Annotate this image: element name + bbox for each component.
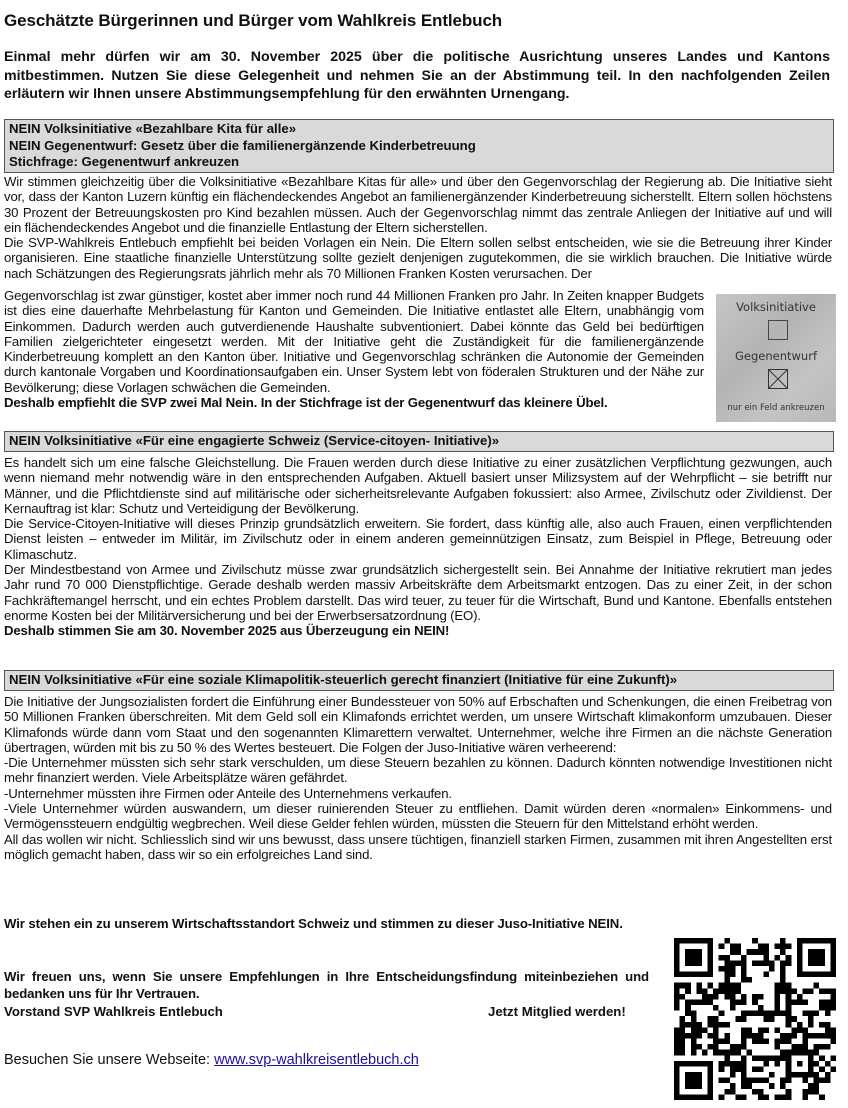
section2-header [4,431,834,452]
section1-paragraph: Gegenvorschlag ist zwar günstiger, kostet aber immer noch rund 44 Millionen Franken pro Jahr. In Zeiten knapper Budgets ist dies eine dauerhafte Mehrbelastung für Kanton und Gemeinden. Die Initiative entlastet alle Eltern, unabhängig vom Einkommen. Dadurch werden auch gutverdienende Haushalte subventioniert. Dabei könnte das Geld bei bedürftigen Familien zielgerichteter eingesetzt werden. Mit der Initiative geht die Zuständigkeit für die familienergänzende Kinderbetreuung komplett an den Kanton über. Initiative und Gegenvorschlag schränken die Autonomie der Gemeinden durch kantonale Vorgaben und Koordinationsaufgaben ein. Unser System lebt von föderalen Strukturen und der Nähe zur Bevölkerung; diese Vorlagen schwächen die Gemeinden. [4,288,704,395]
section1-paragraph: Wir stimmen gleichzeitig über die Volksinitiative «Bezahlbare Kitas für alle» und über den Gegenvorschlag der Regierung ab. Die Initiative sieht vor, dass der Kanton Luzern künftig ein flächendeckendes Angebot an familienergänzender Kinderbetreuung sicherstellt. Eltern sollen höchstens 30 Prozent der Betreuungskosten pro Kind bezahlen müssen. Auch der Gegenvorschlag nimmt das zentrale Anliegen der Initiative auf und will ein flächendeckendes Angebot und die finanzielle Entlastung der Eltern sicherstellen. [4,174,832,235]
section1-header-line: Stichfrage: Gegenentwurf ankreuzen [9,154,240,169]
section2-body [4,455,832,639]
intro-text: Einmal mehr dürfen wir am 30. November 2025 über die politische Ausrichtung unseres Landes und Kantons mitbestimmen. Nutzen Sie diese Gelegenheit und nehmen Sie an der Abstimmung teil. In den nachfolgenden Zeilen erläutern wir Ihnen unsere Abstimmungsempfehlung für den erwähnten Urnengang. [4,49,830,102]
section2-paragraph: Die Service-Citoyen-Initiative will dieses Prinzip grundsätzlich erweitern. Sie fordert, dass künftig alle, also auch Frauen, einen verpflichtenden Dienst leisten – entweder im Militär, im Zivilschutz oder in einem anderen gemeinnützigen Einsatz, zum Beispiel in Pflege, Betreuung oder Klimaschutz. [4,516,832,562]
section1-body [4,174,832,281]
ballot-label-counter: Gegenentwurf [735,349,817,363]
section3-body [4,694,832,862]
section3-conclusion: Wir stehen ein zu unserem Wirtschaftsstandort Schweiz und stimmen zu dieser Juso-Initiative NEIN. [4,916,623,931]
section1-paragraph: Die SVP-Wahlkreis Entlebuch empfiehlt bei beiden Vorlagen ein Nein. Die Eltern sollen selbst entscheiden, wie sie die Betreuung ihrer Kinder organisieren. Eine staatliche finanzielle Unterstützung sollte gezielt denjenigen zugutekommen, die sie wirklich brauchen. Die Initiative würde nach Schätzungen des Regierungsrats jährlich mehr als 70 Millionen Franken Kosten verursachen. Der [4,235,832,281]
signature: Vorstand SVP Wahlkreis Entlebuch [4,1004,223,1019]
section1-header [4,119,834,173]
section3-paragraph: -Unternehmer müssten ihre Firmen oder Anteile des Unternehmens verkaufen. [4,785,452,801]
page-title: Geschätzte Bürgerinnen und Bürger vom Wahlkreis Entlebuch [4,11,503,30]
ballot-note: nur ein Feld ankreuzen [727,403,825,413]
section3-paragraph: All das wollen wir nicht. Schliesslich sind wir uns bewusst, dass unsere tüchtigen, finanziell starken Firmen, zusammen mit ihren Angestellten erst möglich gemacht haben, dass wir so ein erfolgreiches Land sind. [4,831,832,862]
section3-header-line: NEIN Volksinitiative «Für eine soziale Klimapolitik-steuerlich gerecht finanziert (Initiative für eine Zukunft)» [9,672,678,687]
section3-paragraph: -Die Unternehmer müssten sich sehr stark verschulden, um diese Steuern bezahlen zu können. Dadurch könnten notwendige Investitionen nicht mehr finanziert werden. Viele Arbeitsplätze wären gefährdet. [4,755,832,786]
ballot-image [716,294,836,422]
section2-paragraph: Der Mindestbestand von Armee und Zivilschutz müsse zwar grundsätzlich sichergestellt sein. Bei Annahme der Initiative rekrutiert man jedes Jahr rund 70 000 Dienstpflichtige. Gerade deshalb werden massiv Arbeitskräfte dem Arbeitsmarkt entzogen. Das zu einer Zeit, in der schon Fachkräftemangel herrscht, und ein echtes Problem darstellt. Das wird teuer, zu teuer für die Wirtschaft, Bund und Kantone. Ebenfalls entstehen enorme Kosten bei der Militärversicherung und bei der Erwerbsersatzordnung (EO). [4,562,832,623]
thanks-text: Wir freuen uns, wenn Sie unsere Empfehlungen in Ihre Entscheidungsfindung miteinbeziehen und bedanken uns für Ihr Vertrauen. [4,969,649,1001]
section2-conclusion: Deshalb stimmen Sie am 30. November 2025 aus Überzeugung ein NEIN! [4,623,450,639]
website-line [4,1052,419,1068]
section1-body-wrapped [4,288,704,410]
website-link[interactable]: www.svp-wahlkreisentlebuch.ch [214,1052,419,1068]
section3-paragraph: -Viele Unternehmer würden auswandern, um dieser ruinierenden Steuer zu entfliehen. Damit würden deren «normalen» Einkommens- und Vermögenssteuern endgültig wegbrechen. Weil diese Gelder fehlen würden, müssten die Steuern für den Mittelstand erhöht werden. [4,801,832,832]
crossed-checkbox-icon [768,369,788,389]
section1-header-line: NEIN Gegenentwurf: Gesetz über die familienergänzende Kinderbetreuung [9,137,476,153]
qr-code-icon[interactable] [674,938,836,1100]
ballot-label-initiative: Volksinitiative [736,300,816,314]
empty-checkbox-icon [768,320,788,340]
section1-header-line: NEIN Volksinitiative «Bezahlbare Kita für alle» [9,121,297,136]
section2-header-line: NEIN Volksinitiative «Für eine engagierte Schweiz (Service-citoyen- Initiative)» [9,433,500,448]
section1-conclusion: Deshalb empfiehlt die SVP zwei Mal Nein. In der Stichfrage ist der Gegenentwurf das kleinere Übel. [4,395,608,411]
section2-paragraph: Es handelt sich um eine falsche Gleichstellung. Die Frauen werden durch diese Initiative zu einer zusätzlichen Verpflichtung gezwungen, auch wenn niemand mehr notwendig wäre in den entsprechenden Aufgaben. Aktuell basiert unser Milizsystem auf der Wehrpflicht – sie betrifft nur Männer, und die Pflichtdienste sind auf militärische oder sicherheitsrelevante Aufgaben fokussiert: also Armee, Zivilschutz oder Zivildienst. Der Kernauftrag ist klar: Schutz und Verteidigung der Bevölkerung. [4,455,832,516]
website-label: Besuchen Sie unsere Webseite: [4,1052,215,1068]
member-cta: Jetzt Mitglied werden! [488,1004,626,1019]
section3-header [4,670,834,691]
section3-paragraph: Die Initiative der Jungsozialisten fordert die Einführung einer Bundessteuer von 50% auf Erbschaften und Schenkungen, die einen Freibetrag von 50 Millionen Franken überschreiten. Mit dem Geld soll ein Klimafonds errichtet werden, um unsere Wirtschaft klimakonform umzubauen. Dieser Klimafonds würde dann vom Staat und den sogenannten Klimarettern verwaltet. Unternehmer, welche ihre Firmen an die nächste Generation übertragen, würden mit bis zu 50 % des Wertes besteuert. Die Folgen der Juso-Initiative wären verheerend: [4,694,832,755]
